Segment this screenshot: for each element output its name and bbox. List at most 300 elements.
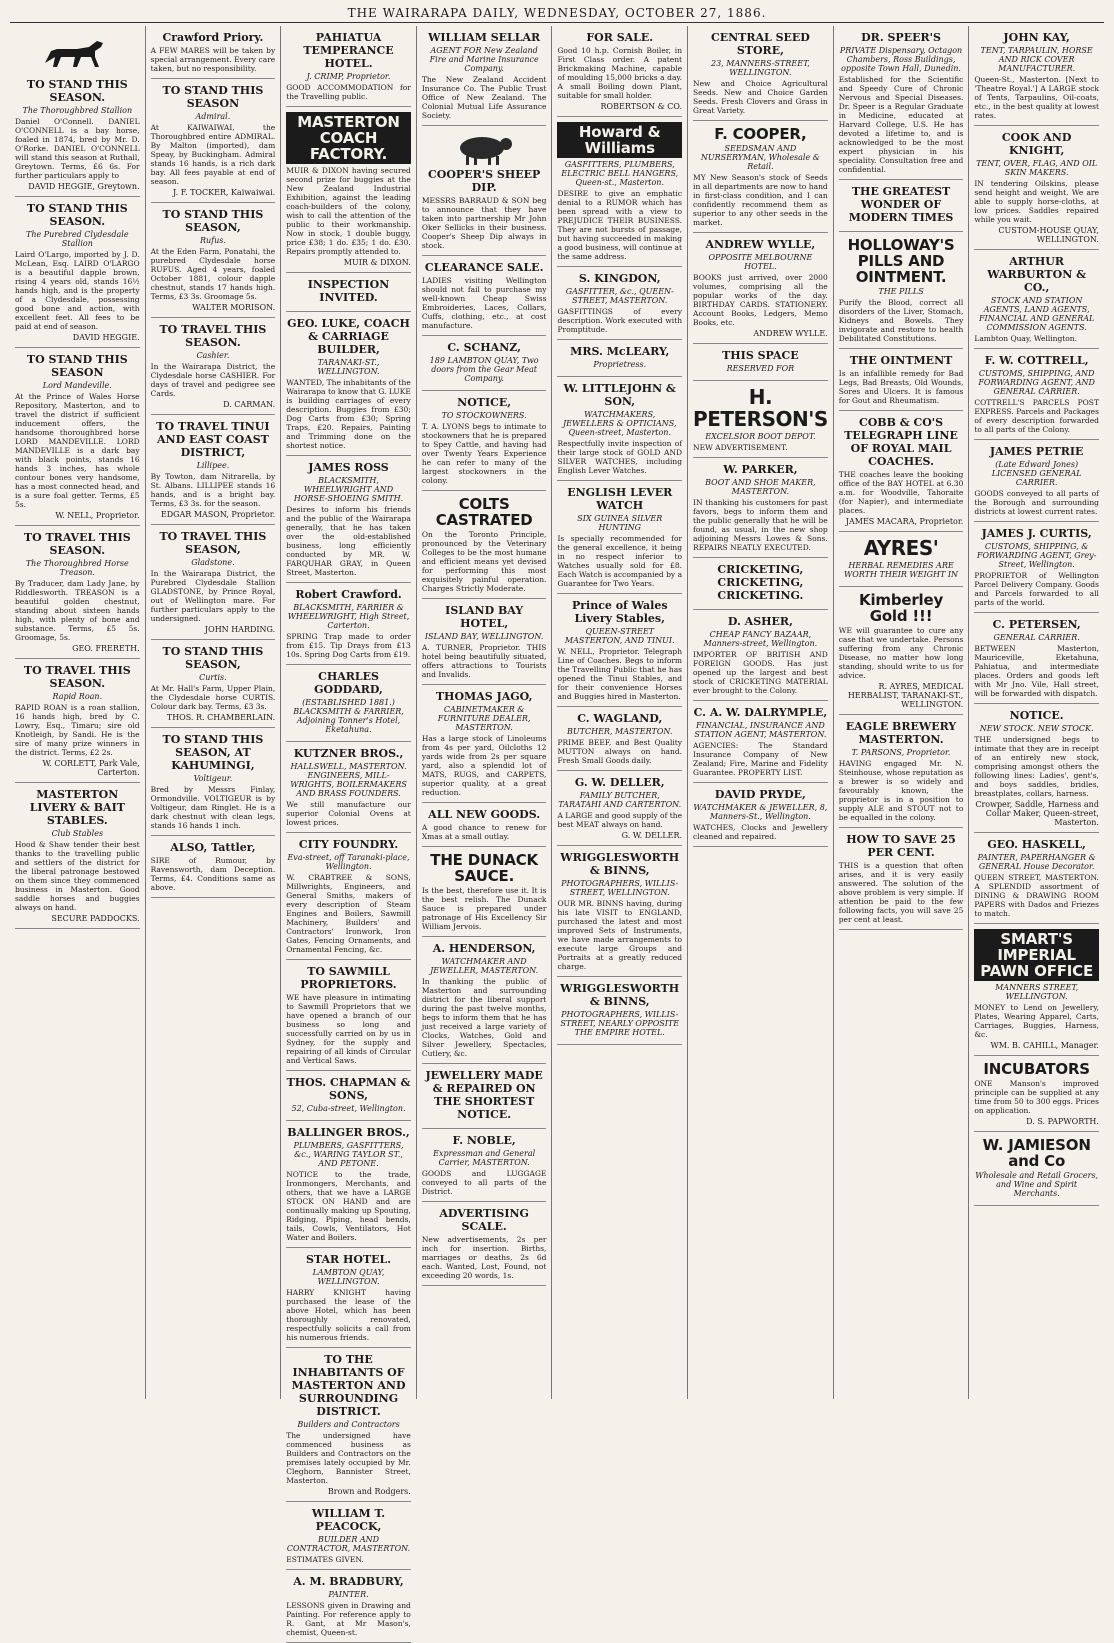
advertisement: [693, 381, 828, 458]
ad-body: We still manufacture our superior Colonial Ovens at lowest prices.: [286, 800, 411, 827]
advertisement: [974, 26, 1099, 126]
advertisement: [557, 267, 682, 340]
advertisement: [557, 26, 682, 117]
advertisement: [422, 937, 547, 1064]
advertisement: [15, 26, 140, 197]
ad-subtitle: Rufus.: [199, 236, 226, 245]
ad-subtitle: EXCELSIOR BOOT DEPOT.: [705, 432, 816, 441]
ad-body: DESIRE to give an emphatic denial to a RUMOR which has been spread with a view to PREJUDICE THEIR BUSINESS. They are not bursts of passage, but having succeeded in making a good business, will continue at the same address.: [557, 189, 683, 261]
advertisement: [422, 599, 547, 685]
advertisement: [693, 783, 828, 847]
ad-subtitle: NEW STOCK. NEW STOCK.: [979, 724, 1094, 733]
ad-title: ADVERTISING SCALE.: [439, 1207, 529, 1233]
ad-title: STAR HOTEL.: [305, 1253, 392, 1266]
advertisement: [15, 783, 140, 929]
ad-signature: CUSTOM-HOUSE QUAY, WELLINGTON.: [998, 226, 1099, 244]
ad-body: At the Eden Farm, Ponatahi, the purebred Clydesdale horse RUFUS. Aged 4 years, foaled October 1881, colour dapple chestnut, stands 17 hands high. Terms, £3 3s. Groomage 5s.: [150, 247, 276, 301]
ad-title: Crawford Priory.: [162, 31, 264, 44]
advertisement: [422, 126, 547, 256]
ad-body: WE have pleasure in intimating to Sawmill Proprietors that we have opened a branch of our business so long and successfully carried on by us in Sydney, for the supply and repairing of all kinds of Circular and Vertical Saws.: [286, 993, 411, 1065]
ad-subtitle: (ESTABLISHED 1881.) BLACKSMITH & FARRIER, Adjoining Tonner's Hotel, Eketahuna.: [293, 698, 404, 734]
ad-title: ANDREW WYLLE,: [705, 238, 816, 251]
ad-title: DAVID PRYDE,: [714, 788, 806, 801]
advertisement: [839, 180, 964, 232]
masthead: [10, 4, 1104, 23]
ad-subtitle: ISLAND BAY, WELLINGTON.: [424, 632, 544, 641]
ad-body: Hood & Shaw tender their best thanks to the travelling public and settlers of the district for the liberal patronage bestowed on them since they commenced business in Masterton. Good saddle horses and buggies always on hand.: [15, 840, 140, 912]
ad-title: TO TRAVEL THIS SEASON,: [159, 530, 267, 556]
ad-signature: DAVID HEGGIE, Greytown.: [28, 182, 140, 191]
ad-subtitle: Admiral.: [195, 112, 231, 121]
ad-body: W. NELL, Proprietor. Telegraph Line of Coaches. Begs to inform the Travelling Public that he has opened the Tinui Stables, and for their convenience Horses and Buggies hired in Masterton.: [557, 647, 683, 701]
ad-subtitle: (Late Edward Jones) LICENSED GENERAL CARRIER.: [991, 460, 1082, 487]
ad-subtitle: Curtis.: [199, 673, 227, 682]
ad-subtitle: 189 LAMBTON QUAY, Two doors from the Gear Meat Company.: [429, 356, 539, 383]
ad-signature: Crowper, Saddle, Harness and Collar Maker, Queen-street, Masterton.: [975, 800, 1099, 827]
ad-body: The undersigned have commenced business as Builders and Contractors on the premises lately occupied by Mr. Cleghorn, Bannister Street, Masterton.: [286, 1431, 411, 1485]
advertisement: [151, 79, 276, 203]
advertisement: [286, 960, 411, 1071]
ad-title: CENTRAL SEED STORE,: [710, 31, 810, 57]
ad-subtitle: Rapid Roan.: [52, 692, 103, 701]
ad-body: PROPRIETOR of Wellington Parcel Delivery Company. Goods and Parcels forwarded to all parts of the world.: [974, 571, 1099, 607]
advertisement: [286, 26, 411, 107]
ad-body: Good 10 h.p. Cornish Boiler, in First Class order. A patent Brickmaking Machine, capable of moulding 15,000 bricks a day. A small Boiling down Plant, suitable for small holder.: [557, 46, 683, 100]
ad-signature: R. AYRES, MEDICAL HERBALIST, TARANAKI-ST., WELLINGTON.: [847, 682, 964, 709]
ad-title: CLEARANCE SALE.: [424, 261, 544, 274]
advertisement: [974, 522, 1099, 613]
ad-body: Desires to inform his friends and the public of the Wairarapa generally, that he has taken over the old-established business, long efficiently conducted by MR. W. FARQUHAR GRAY, in Queen Street, Masterton.: [286, 505, 411, 577]
ad-body: ESTIMATES GIVEN.: [286, 1555, 364, 1564]
ad-subtitle: SIX GUINEA SILVER HUNTING: [577, 514, 663, 532]
advertisement: [839, 715, 964, 828]
advertisement: [286, 1071, 411, 1121]
ad-signature: GEO. FRERETH.: [72, 644, 140, 653]
ad-body: OUR MR. BINNS having, during his late VISIT to ENGLAND, purchased the latest and most improved Sets of Instruments, we have made arrangements to execute large Groups and Portraits at a greatly reduced charge.: [557, 899, 683, 971]
advertisement: [557, 377, 682, 481]
ad-title: WRIGGLESWORTH & BINNS,: [560, 851, 680, 877]
ad-title: ISLAND BAY HOTEL,: [445, 604, 524, 630]
ad-subtitle: PHOTOGRAPHERS, WILLIS-STREET, WELLINGTON.: [561, 879, 679, 897]
ad-title: CITY FOUNDRY.: [298, 838, 399, 851]
ad-title: TO STAND THIS SEASON.: [26, 78, 128, 104]
ad-body: On the Toronto Principle, pronounced by the Veterinary Colleges to be the most humane and efficient means yet devised for performing this most exquisitely painful operation. Charges Strictly Moderate.: [421, 530, 547, 593]
ad-subtitle: QUEEN-STREET MASTERTON, AND TINUI.: [564, 627, 675, 645]
ad-subtitle: PLUMBERS, GASFITTERS, &c., WARING TAYLOR ST., AND PETONE.: [293, 1141, 404, 1168]
advertisement: [286, 1502, 411, 1570]
ad-body: In the Wairarapa District, the Clydesdale horse CASHIER. For days of travel and pedigree see Cards.: [150, 362, 276, 398]
advertisement: [557, 846, 682, 977]
ad-title: THE GREATEST WONDER OF MODERN TIMES: [848, 185, 954, 224]
advertisement: [422, 491, 547, 599]
ad-subtitle: GASFITTERS, PLUMBERS, ELECTRIC BELL HANGERS, Queen-st., Masterton.: [561, 160, 679, 187]
ad-body: Lambton Quay, Wellington.: [974, 334, 1078, 343]
ad-title: GEO. LUKE, COACH & CARRIAGE BUILDER,: [287, 317, 410, 356]
advertisement: [557, 481, 682, 594]
ad-title: W. LITTLEJOHN & SON,: [563, 382, 676, 408]
ad-title: COLTS CASTRATED: [435, 495, 533, 529]
ad-body: NEW ADVERTISEMENT.: [693, 443, 788, 452]
advertisement: [151, 836, 276, 898]
ad-body: The New Zealand Accident Insurance Co. The Public Trust Office of New Zealand. The Colonial Mutual Life Assurance Society.: [421, 75, 547, 120]
ad-body: At the Prince of Wales Horse Repository, Masterton, and to travel the district if sufficient inducement offers, the handsome thoroughbred horse LORD MANDEVILLE. LORD MANDEVILLE is a dark bay with black points, stands 16 hands 3 inches, has whole contour bones very handsome, has a most connected head, and is a sure foal getter. Terms, £5 5s.: [15, 392, 140, 509]
ad-title: A. HENDERSON,: [432, 942, 536, 955]
ad-body: SPRING Trap made to order from £15. Tip Drays from £13 10s. Spring Dog Carts from £19.: [286, 632, 411, 659]
advertisement: [974, 349, 1099, 440]
ad-title: C. A. W. DALRYMPLE,: [693, 706, 828, 719]
advertisement: [151, 203, 276, 318]
advertisement: [286, 665, 411, 742]
advertisement: [974, 704, 1099, 833]
advertisement: [15, 526, 140, 659]
ad-title: TO STAND THIS SEASON, AT KAHUMINGI,: [162, 733, 264, 772]
ad-title: D. ASHER,: [727, 615, 793, 628]
ad-body: THE undersigned begs to intimate that they are in receipt of an entirely new stock, comprising amongst others the following lines: Ladies', gent's, and boys saddles, bridles, breastplates, collars, harness.: [974, 735, 1099, 798]
advertisement: [422, 391, 547, 491]
ad-body: HARRY KNIGHT having purchased the lease of the above Hotel, which has been thoroughly renovated, respectfully solicits a call from his numerous friends.: [286, 1288, 411, 1342]
ad-body: A. TURNER, Proprietor. THIS hotel being beautifully situated, offers attractions to Tourists and Invalids.: [421, 643, 547, 679]
ad-title: Robert Crawford.: [295, 588, 402, 601]
ad-subtitle: PHOTOGRAPHERS, WILLIS-STREET, NEARLY OPPOSITE THE EMPIRE HOTEL.: [560, 1010, 680, 1037]
ad-title: F. COOPER,: [714, 125, 807, 143]
ad-subtitle: PAINTER, PAPERHANGER & GENERAL House Decorator.: [977, 853, 1096, 871]
ad-signature: Brown and Rodgers.: [327, 1487, 411, 1496]
advertisement: [693, 458, 828, 558]
ad-title: S. KINGDON,: [578, 272, 661, 285]
advertisement: [422, 336, 547, 391]
advertisement: [839, 587, 964, 715]
ad-body: GOODS and LUGGAGE conveyed to all parts of the District.: [421, 1169, 547, 1196]
advertisement: [422, 685, 547, 803]
ad-subtitle: CUSTOMS, SHIPPING, AND FORWARDING AGENT, AND GENERAL CARRIER.: [978, 369, 1095, 396]
column-6: [688, 26, 834, 1399]
advertisement: [151, 525, 276, 640]
ad-subtitle: The Thoroughbred Stallion: [22, 106, 133, 115]
ad-subtitle: TENT, TARPAULIN, HORSE AND RICK COVER MANUFACTURER.: [980, 46, 1093, 73]
ad-subtitle: Expressman and General Carrier, MASTERTON.: [433, 1149, 536, 1167]
advertisement: [839, 828, 964, 930]
ad-subtitle: WATCHMAKER AND JEWELLER, MASTERTON.: [430, 957, 539, 975]
ad-body: MY New Season's stock of Seeds in all departments are now to hand in first-class condition, and I can confidently recommend them as superior to any other seeds in the market.: [693, 173, 828, 227]
ad-signature: DAVID HEGGIE.: [72, 333, 140, 342]
ad-subtitle: Gladstone.: [191, 558, 235, 567]
ad-signature: D. CARMAN.: [223, 400, 276, 409]
advertisement: [693, 701, 828, 783]
ad-title: NOTICE.: [1009, 709, 1064, 722]
ad-title: WRIGGLESWORTH & BINNS,: [560, 982, 680, 1008]
ad-body: Queen-St., Masterton. [Next to 'Theatre Royal.'] A LARGE stock of Tents, Tarpaulins, Oil-coats, etc., in the best quality at lowest rates.: [974, 75, 1099, 120]
ad-body: Laird O'Largo, imported by J. D. McLean, Esq. LAIRD O'LARGO is a beautiful dapple brown, rising 4 years old, stands 16½ hands high, and is the property of a Clydesdale, possessing good bone and action, with excellent feet. All fees to be paid at end of season.: [15, 250, 140, 331]
ad-body: GASFITTINGS of every description. Work executed with Promptitude.: [557, 307, 683, 334]
ad-title: F. NOBLE,: [452, 1134, 516, 1147]
ad-subtitle: BLACKSMITH, WHEELWRIGHT AND HORSE-SHOEING SMITH.: [293, 476, 404, 503]
ad-title: NOTICE,: [457, 396, 512, 409]
ad-subtitle: MANNERS STREET, WELLINGTON.: [995, 983, 1079, 1001]
ad-title: TO THE INHABITANTS OF MASTERTON AND SURROUNDING DISTRICT.: [291, 1353, 406, 1418]
ad-subtitle: CABINETMAKER & FURNITURE DEALER, MASTERTON.: [437, 705, 531, 732]
ad-subtitle: STOCK AND STATION AGENTS, LAND AGENTS, FINANCIAL AND GENERAL COMMISSION AGENTS.: [978, 296, 1095, 332]
ad-signature: JAMES MACARA, Proprietor.: [845, 517, 964, 526]
ad-title: Howard & Williams: [557, 122, 682, 158]
ad-body: QUEEN STREET, MASTERTON. A SPLENDID assortment of DINING & DRAWING ROOM PAPERS with Dados and Friezes to match.: [974, 873, 1099, 918]
ad-title: PAHIATUA TEMPERANCE HOTEL.: [303, 31, 394, 70]
ad-subtitle: TARANAKI-ST., WELLINGTON.: [317, 358, 380, 376]
ad-subtitle: FINANCIAL, INSURANCE AND STATION AGENT, MASTERTON.: [694, 721, 827, 739]
ad-subtitle: OPPOSITE MELBOURNE HOTEL.: [708, 253, 813, 271]
advertisement: [557, 117, 682, 267]
advertisement: [557, 340, 682, 377]
column-2: [146, 26, 282, 1399]
ad-body: THIS is a question that often arises, and it is very easily answered. The solution of the above problem is very simple. If attention be paid to the few following facts, you will save 25 per cent at least.: [838, 861, 964, 924]
ad-body: LADIES visiting Wellington should not fail to purchase my well-known Cheap Swiss Embroideries, Laces, Collars, Cuffs, clothing, etc., at cost manufacture.: [421, 276, 547, 330]
ad-title: THIS SPACE: [722, 349, 799, 362]
advertisement: [286, 1121, 411, 1248]
advertisement: [693, 610, 828, 701]
advertisement: [422, 803, 547, 847]
ad-title: GEO. HASKELL,: [987, 838, 1086, 851]
advertisement: [422, 847, 547, 937]
ad-subtitle: THE PILLS: [878, 287, 924, 296]
advertisement: [974, 126, 1099, 250]
ad-title: W. PARKER,: [723, 463, 798, 476]
advertisement: [286, 1570, 411, 1643]
ad-title: AYRES': [863, 536, 939, 560]
ad-body: BOOKS just arrived, over 2000 volumes, comprising all the popular works of the day. BIRTHDAY CARDS. STATIONERY. Account Books, Ledgers, Memo Books, etc.: [693, 273, 828, 327]
ad-title: TO STAND THIS SEASON: [26, 353, 128, 379]
ad-body: By Traducer, dam Lady Jane, by Riddlesworth. TREASON is a beautiful golden chestnut, standing about sixteen hands high, with plenty of bone and substance. Terms, £5 5s. Groomage, 5s.: [15, 579, 140, 642]
ad-signature: JOHN HARDING.: [204, 625, 276, 634]
ad-title: H. PETERSON'S: [693, 385, 828, 431]
advertisement: [286, 312, 411, 456]
ad-signature: MUIR & DIXON.: [343, 258, 411, 267]
column-8: [969, 26, 1104, 1399]
advertisement: [151, 415, 276, 525]
advertisement: [557, 771, 682, 846]
ad-subtitle: Lord Mandeville.: [42, 381, 112, 390]
ad-body: In thanking the public of Masterton and surrounding district for the liberal support during the past twelve months, begs to inform them that he has just received a large variety of Clocks, Watches, Gold and Silver Jewellery, Spectacles, Cutlery, &c.: [421, 977, 547, 1058]
ad-body: A LARGE and good supply of the best MEAT always on hand.: [557, 811, 683, 829]
ad-title: KUTZNER BROS.,: [293, 747, 404, 760]
ad-body: Is the best, therefore use it. It is the best relish. The Dunack Sauce is prepared under patronage of His Excellency Sir William Jervois.: [421, 886, 547, 931]
advertisement: [286, 583, 411, 665]
advertisement: [557, 707, 682, 771]
advertisement: [839, 232, 964, 349]
ad-title: JAMES ROSS: [308, 461, 389, 474]
ad-body: At Mr. Hall's Farm, Upper Plain, the Clydesdale horse CURTIS. Colour dark bay. Terms, £3 3s.: [150, 684, 276, 711]
advertisement: [974, 1056, 1099, 1132]
ad-title: JOHN KAY,: [1003, 31, 1070, 44]
ad-title: ENGLISH LEVER WATCH: [567, 486, 673, 512]
advertisement: [839, 349, 964, 411]
ad-signature: ROBERTSON & CO.: [600, 102, 683, 111]
ad-subtitle: Club Stables: [51, 829, 104, 838]
ad-title: THE OINTMENT: [849, 354, 953, 367]
ad-body: New and Choice Agricultural Seeds. New and Choice Garden Seeds. Fresh Clovers and Grass in Great Variety.: [693, 79, 828, 115]
ad-subtitle: CHEAP FANCY BAZAAR, Manners-street, Wellington.: [703, 630, 818, 648]
advertisement: [286, 456, 411, 583]
advertisement-columns: [10, 26, 1104, 1637]
ad-body: Has a large stock of Linoleums from 4s per yard, Oilcloths 12 yards wide from 2s per square yard, also a splendid lot of MATS, RUGS, and CARPETS, superior quality, at a great reduction.: [421, 734, 547, 797]
ad-signature: W. CORLETT, Park Vale, Carterton.: [42, 759, 140, 777]
ad-signature: WALTER MORISON.: [192, 303, 276, 312]
ad-body: A good chance to renew for Xmas at a small outlay.: [421, 823, 547, 841]
ad-subtitle: PRIVATE Dispensary, Octagon Chambers, Ross Buildings, opposite Town Hall, Dunedin.: [839, 46, 963, 73]
advertisement: [286, 1348, 411, 1502]
advertisement: [839, 26, 964, 180]
ad-signature: SECURE PADDOCKS.: [51, 914, 140, 923]
ad-signature: W. NELL, Proprietor.: [55, 511, 140, 520]
ad-title: CHARLES GODDARD,: [314, 670, 383, 696]
ad-body: AGENCIES: The Standard Insurance Company of New Zealand; Fire, Marine and Fidelity Guarantee. PROPERTY LIST.: [693, 741, 828, 777]
advertisement: [151, 640, 276, 728]
ad-title: JAMES J. CURTIS,: [981, 527, 1092, 540]
advertisement: [693, 121, 828, 233]
advertisement: [693, 233, 828, 344]
advertisement: [839, 411, 964, 532]
advertisement: [422, 1064, 547, 1129]
ad-body: PRIME BEEF, and Best Quality MUTTON always on hand. Fresh Small Goods daily.: [557, 738, 683, 765]
ad-subtitle: 52, Cuba-street, Wellington.: [291, 1104, 406, 1113]
ad-body: IN thanking his customers for past favors, begs to inform them and the public generally that he will be found, as usual, in the new shop adjoining Messrs Lowes & Sons. REPAIRS NEATLY EXECUTED.: [693, 498, 828, 552]
ad-subtitle: BUTCHER, MASTERTON.: [567, 727, 673, 736]
ad-body: GOODS conveyed to all parts of the Borough and surrounding districts at lowest current rates.: [974, 489, 1099, 516]
ad-title: ALSO, Tattler,: [170, 841, 256, 854]
ad-body: Established for the Scientific and Speedy Cure of Chronic Nervous and Special Diseases. Dr. Speer is a Regular Graduate in Medicine, educated at Harvard College, U.S. He has devoted a lifetime to, and is acknowledged to be the most expert physician in his speciality. Consultation free and confidential.: [838, 75, 964, 174]
horse-illustration-icon: [32, 32, 122, 74]
advertisement: [15, 348, 140, 526]
ad-body: IN tendering Oilskins, please send height and weight. We are able to supply horse-cloths, at low prices. Saddles repaired while you wait.: [974, 179, 1099, 224]
ad-subtitle: BUILDER AND CONTRACTOR, MASTERTON.: [286, 1535, 411, 1553]
ad-body: WE will guarantee to cure any case that we undertake. Persons suffering from any Chronic Disease, no matter how long standing, should write to us for advice.: [838, 626, 964, 680]
column-1: [10, 26, 146, 1399]
ad-title: Kimberley Gold !!!: [859, 591, 944, 625]
ad-subtitle: Eva-street, off Taranaki-place, Wellington.: [287, 853, 410, 871]
ad-subtitle: BLACKSMITH, FARRIER & WHEELWRIGHT, High Street, Carterton.: [287, 603, 410, 630]
ad-body: Is specially recommended for the general excellence, it being in no respect inferior to Watches usually sold for £8. Each Watch is accompanied by a Guarantee for Two Years.: [557, 534, 683, 588]
ad-body: SIRE of Rumour, by Ravensworth, dam Deception. Terms, £4. Conditions same as above.: [150, 856, 276, 892]
ad-body: WANTED, The inhabitants of the Wairarapa to know that G. LUKE is building carriages of every description. Buggies from £30; Dog Carts from £30; Spring Traps, £20. Repairs, Painting and Trimming done on the shortest notice.: [286, 378, 411, 450]
ad-body: Purify the Blood, correct all disorders of the Liver, Stomach, Kidneys and Bowels. They invigorate and restore to health Debilitated Constitutions.: [838, 298, 964, 343]
ad-title: INCUBATORS: [983, 1060, 1090, 1078]
ad-title: TO TRAVEL THIS SEASON.: [23, 531, 131, 557]
ad-title: TO STAND THIS SEASON: [162, 84, 264, 110]
ad-subtitle: CUSTOMS, SHIPPING, & FORWARDING AGENT, Grey-Street, Wellington.: [976, 542, 1097, 569]
ad-body: In the Wairarapa District, the Purebred Clydesdale Stallion GLADSTONE, by Prince Royal, out of Wellington mare. For further particulars apply to the undersigned.: [150, 569, 276, 623]
advertisement: [974, 440, 1099, 522]
ad-title: Prince of Wales Livery Stables,: [571, 599, 668, 625]
ad-title: TO SAWMILL PROPRIETORS.: [300, 965, 397, 991]
ad-subtitle: LAMBTON QUAY, WELLINGTON.: [312, 1268, 385, 1286]
ad-subtitle: The Purebred Clydesdale Stallion: [26, 230, 129, 248]
column-4: [417, 26, 553, 1399]
ad-body: Is an infallible remedy for Bad Legs, Bad Breasts, Old Wounds, Sores and Ulcers. It is famous for Gout and Rheumatism.: [838, 369, 964, 405]
ad-title: TO STAND THIS SEASON,: [162, 208, 264, 234]
ad-title: DR. SPEER'S: [861, 31, 941, 44]
advertisement: [693, 26, 828, 121]
ad-subtitle: HALLSWELL, MASTERTON. ENGINEERS, MILL-WRIGHTS, BOILERMAKERS AND BRASS FOUNDERS.: [290, 762, 407, 798]
advertisement: [974, 250, 1099, 349]
ad-subtitle: Proprietress.: [593, 360, 647, 369]
ad-signature: J. F. TOCKER, Kaiwaiwai.: [173, 188, 276, 197]
ad-body: MONEY to Lend on Jewellery, Plates, Wearing Apparel, Carts, Carriages, Buggies, Harness, &c.: [974, 1003, 1099, 1039]
column-3: [281, 26, 417, 1637]
advertisement: [974, 924, 1099, 1056]
ad-title: EAGLE BREWERY MASTERTON.: [845, 720, 957, 746]
ad-body: GOOD ACCOMMODATION for the Travelling public.: [286, 83, 411, 101]
advertisement: [286, 833, 411, 960]
ad-signature: D. S. PAPWORTH.: [1026, 1117, 1099, 1126]
ad-subtitle: GASFITTER, &c., QUEEN-STREET, MASTERTON.: [565, 287, 674, 305]
advertisement: [15, 197, 140, 348]
ad-body: HAVING engaged Mr. N. Steinhouse, whose reputation as a brewer is so widely and favourably known, the proprietor is in a position to supply ALE and STOUT not to be equalled in the colony.: [838, 759, 964, 822]
ad-title: C. WAGLAND,: [577, 712, 663, 725]
ad-body: THE coaches leave the booking office of the BAY HOTEL at 6.30 a.m. for Woodville, Tahoraite (for Napier), and intermediate places.: [838, 470, 964, 515]
ad-signature: ANDREW WYLLE.: [753, 329, 828, 338]
ad-body: MUIR & DIXON having secured second prize for buggies at the New Zealand Industrial Exhibition, against the leading coach-builders of the colony, wish to call the attention of the public to their workmanship. Now in stock, 1 double buggy, price £38; 1 do. £35; 1 do. £30. Repairs promptly attended to.: [286, 166, 411, 256]
ad-subtitle: BOOT AND SHOE MAKER, MASTERTON.: [705, 478, 816, 496]
ad-subtitle: FAMILY BUTCHER, TARATAHI AND CARTERTON.: [558, 791, 682, 809]
ad-subtitle: RESERVED FOR: [726, 364, 795, 373]
ad-signature: G. W. DELLER.: [621, 831, 683, 840]
advertisement: [974, 1132, 1099, 1206]
ad-body: A FEW MARES will be taken by special arrangement. Every care taken, but no responsibility.: [150, 46, 276, 73]
ad-title: TO STAND THIS SEASON.: [26, 202, 128, 228]
ad-body: W. CRABTREE & SONS, Millwrights, Engineers, and General Smiths, makers of every description of Steam Engines and Boilers, Sawmill Machinery, Builders' and Contractors' Ironwork, Iron Gates, Fencing Ornaments, and Ornamental Fencing, &c.: [286, 873, 411, 954]
ad-title: WILLIAM T. PEACOCK,: [311, 1507, 386, 1533]
ad-title: INSPECTION INVITED.: [307, 278, 390, 304]
advertisement: [422, 256, 547, 336]
ad-body: New advertisements, 2s per inch for insertion. Births, marriages or deaths, 2s 6d each. Wanted, Lost, Found, not exceeding 20 words, 1s.: [421, 1235, 547, 1280]
advertisement: [15, 659, 140, 783]
ad-title: SMART'S IMPERIAL PAWN OFFICE: [974, 929, 1099, 981]
advertisement: [422, 1202, 547, 1286]
ad-title: THOS. CHAPMAN & SONS,: [286, 1076, 411, 1102]
ad-body: At KAIWAIWAI, the Thoroughbred entire ADMIRAL. By Malton (imported), dam Speay, by Buckingham. Admiral stands 16 hands, is a rich dark bay. All fees payable at end of season.: [150, 123, 276, 186]
ad-body: MESSRS BARRAUD & SON beg to announce that they have taken into partnership Mr John Oker Sellicks in their business. Cooper's Sheep Dip always in stock.: [421, 196, 547, 250]
ad-signature: THOS. R. CHAMBERLAIN.: [166, 713, 276, 722]
ad-body: LESSONS given in Drawing and Painting. For reference apply to R. Gant, at Mr Mason's, chemist, Queen-st.: [286, 1601, 411, 1637]
ad-subtitle: PAINTER.: [328, 1590, 369, 1599]
ad-subtitle: HERBAL REMEDIES ARE WORTH THEIR WEIGHT IN: [844, 561, 959, 579]
ad-body: Daniel O'Connell. DANIEL O'CONNELL is a bay horse, foaled in 1874, bred by Mr. D. O'Rorke. DANIEL O'CONNELL will stand this season at Ruthall, Greytown. Terms, £6 6s. For further particulars apply to: [15, 117, 140, 180]
ad-title: C. SCHANZ,: [447, 341, 521, 354]
ad-title: WILLIAM SELLAR: [428, 31, 541, 44]
ad-body: WATCHES, Clocks and Jewellery cleaned and repaired.: [693, 823, 828, 841]
advertisement: [557, 977, 682, 1045]
ad-title: C. PETERSEN,: [992, 618, 1081, 631]
ad-body: NOTICE to the trade, Ironmongers, Merchants, and others, that we have a LARGE STOCK ON HAND and are continually making up Spouting, Ridging, Piping, head bends, tails, Cowls, Ventilators, Hot Water and Boilers.: [286, 1170, 411, 1242]
advertisement: [974, 613, 1099, 704]
ad-title: COBB & CO'S TELEGRAPH LINE OF ROYAL MAIL COACHES.: [844, 416, 958, 468]
ad-subtitle: J. CRIMP, Proprietor.: [306, 72, 391, 81]
ad-subtitle: The Thoroughbred Horse Treason.: [25, 559, 129, 577]
ad-title: COOK AND KNIGHT,: [1001, 131, 1072, 157]
ad-title: MASTERTON COACH FACTORY.: [286, 112, 411, 164]
masthead-title: THE WAIRARAPA DAILY, WEDNESDAY, OCTOBER 27, 1886.: [347, 6, 767, 20]
ad-title: TO TRAVEL TINUI AND EAST COAST DISTRICT,: [156, 420, 270, 459]
ad-title: CRICKETING, CRICKETING, CRICKETING.: [717, 563, 804, 602]
ad-body: IMPORTER OF BRITISH AND FOREIGN GOODS. Has just opened up the largest and best stock of CRICKETING MATERIAL ever brought to the Colony.: [693, 650, 828, 695]
advertisement: [151, 728, 276, 836]
ad-subtitle: Builders and Contractors: [297, 1420, 400, 1429]
ad-body: By Towton, dam Nitrarella, by St. Albans. LILLIPEE stands 16 hands, and is a bright bay. Terms, £3 3s. for the season.: [150, 472, 276, 508]
ad-title: F. W. COTTRELL,: [984, 354, 1089, 367]
ad-body: T. A. LYONS begs to intimate to stockowners that he is prepared to Spey Cattle, and having had over Twenty Years Experience he can refer to many of the largest stockowners in the colony.: [421, 422, 547, 485]
ad-body: Respectfully invite inspection of their large stock of GOLD AND SILVER WATCHES, including English Lever Watches.: [557, 439, 683, 475]
ad-title: ALL NEW GOODS.: [428, 808, 541, 821]
ad-title: TO TRAVEL THIS SEASON.: [159, 323, 267, 349]
ad-body: COTTRELL'S PARCELS POST EXPRESS. Parcels and Packages of every description forwarded to all parts of the Colony.: [974, 398, 1099, 434]
